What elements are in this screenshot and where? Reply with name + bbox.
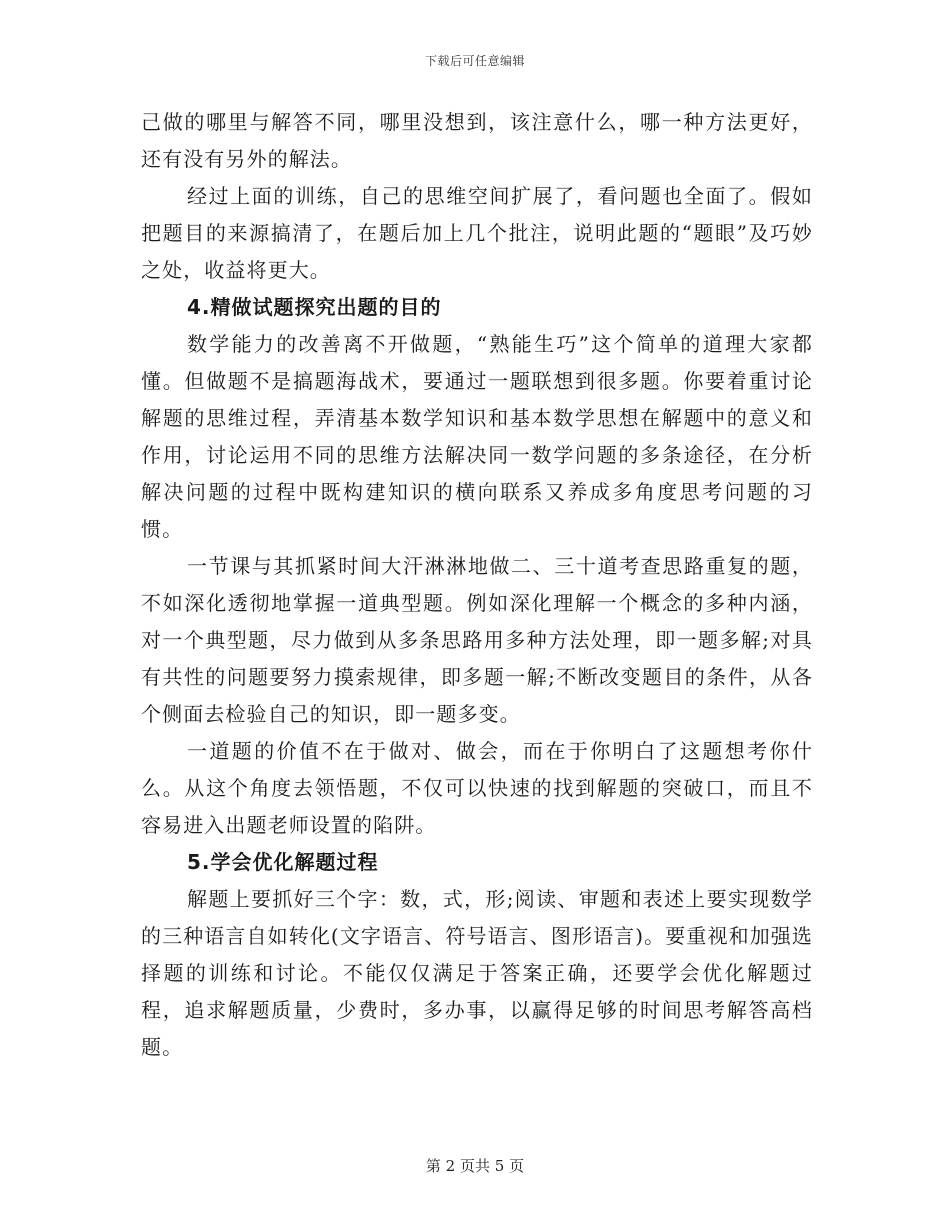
page-footer: 第 2 页共 5 页: [425, 1157, 525, 1175]
section-heading-4: 4.精做试题探究出题的目的: [187, 295, 442, 319]
paragraph-continuation: 己做的哪里与解答不同，哪里没想到，该注意什么，哪一种方法更好，还有没有另外的解法。: [141, 110, 813, 171]
paragraph-typical-problem: 一节课与其抓紧时间大汗淋淋地做二、三十道考查思路重复的题，不如深化透彻地掌握一道典型题。例如深化理解一个概念的多种内涵，对一个典型题，尽力做到从多条思路用多种方法处理，即一题多解;对具有共性的问题要努力摸索规律，即多题一解;不断改变题目的条件，从各个侧面去检验自己的知识，即一题多变。: [141, 554, 813, 726]
paragraph-problem-value: 一道题的价值不在于做对、做会，而在于你明白了这题想考你什么。从这个角度去领悟题，不仅可以快速的找到解题的突破口，而且不容易进入出题老师设置的陷阱。: [141, 739, 813, 837]
document-body: [141, 104, 813, 1066]
paragraph-optimize-process: 解题上要抓好三个字：数，式，形;阅读、审题和表述上要实现数学的三种语言自如转化(文字语言、符号语言、图形语言)。要重视和加强选择题的训练和讨论。不能仅仅满足于答案正确，还要学会优化解题过程，追求解题质量，少费时，多办事，以赢得足够的时间思考解答高档题。: [141, 887, 813, 1059]
section-heading-5: 5.学会优化解题过程: [187, 850, 379, 874]
paragraph-training-benefit: 经过上面的训练，自己的思维空间扩展了，看问题也全面了。假如把题目的来源搞清了，在题后加上几个批注，说明此题的“题眼”及巧妙之处，收益将更大。: [141, 184, 813, 282]
page-header: 下载后可任意编辑: [424, 54, 525, 68]
paragraph-practice: 数学能力的改善离不开做题，“熟能生巧”这个简单的道理大家都懂。但做题不是搞题海战术，要通过一题联想到很多题。你要着重讨论解题的思维过程，弄清基本数学知识和基本数学思想在解题中的意义和作用，讨论运用不同的思维方法解决同一数学问题的多条途径，在分析解决问题的过程中既构建知识的横向联系又养成多角度思考问题的习惯。: [141, 332, 813, 541]
